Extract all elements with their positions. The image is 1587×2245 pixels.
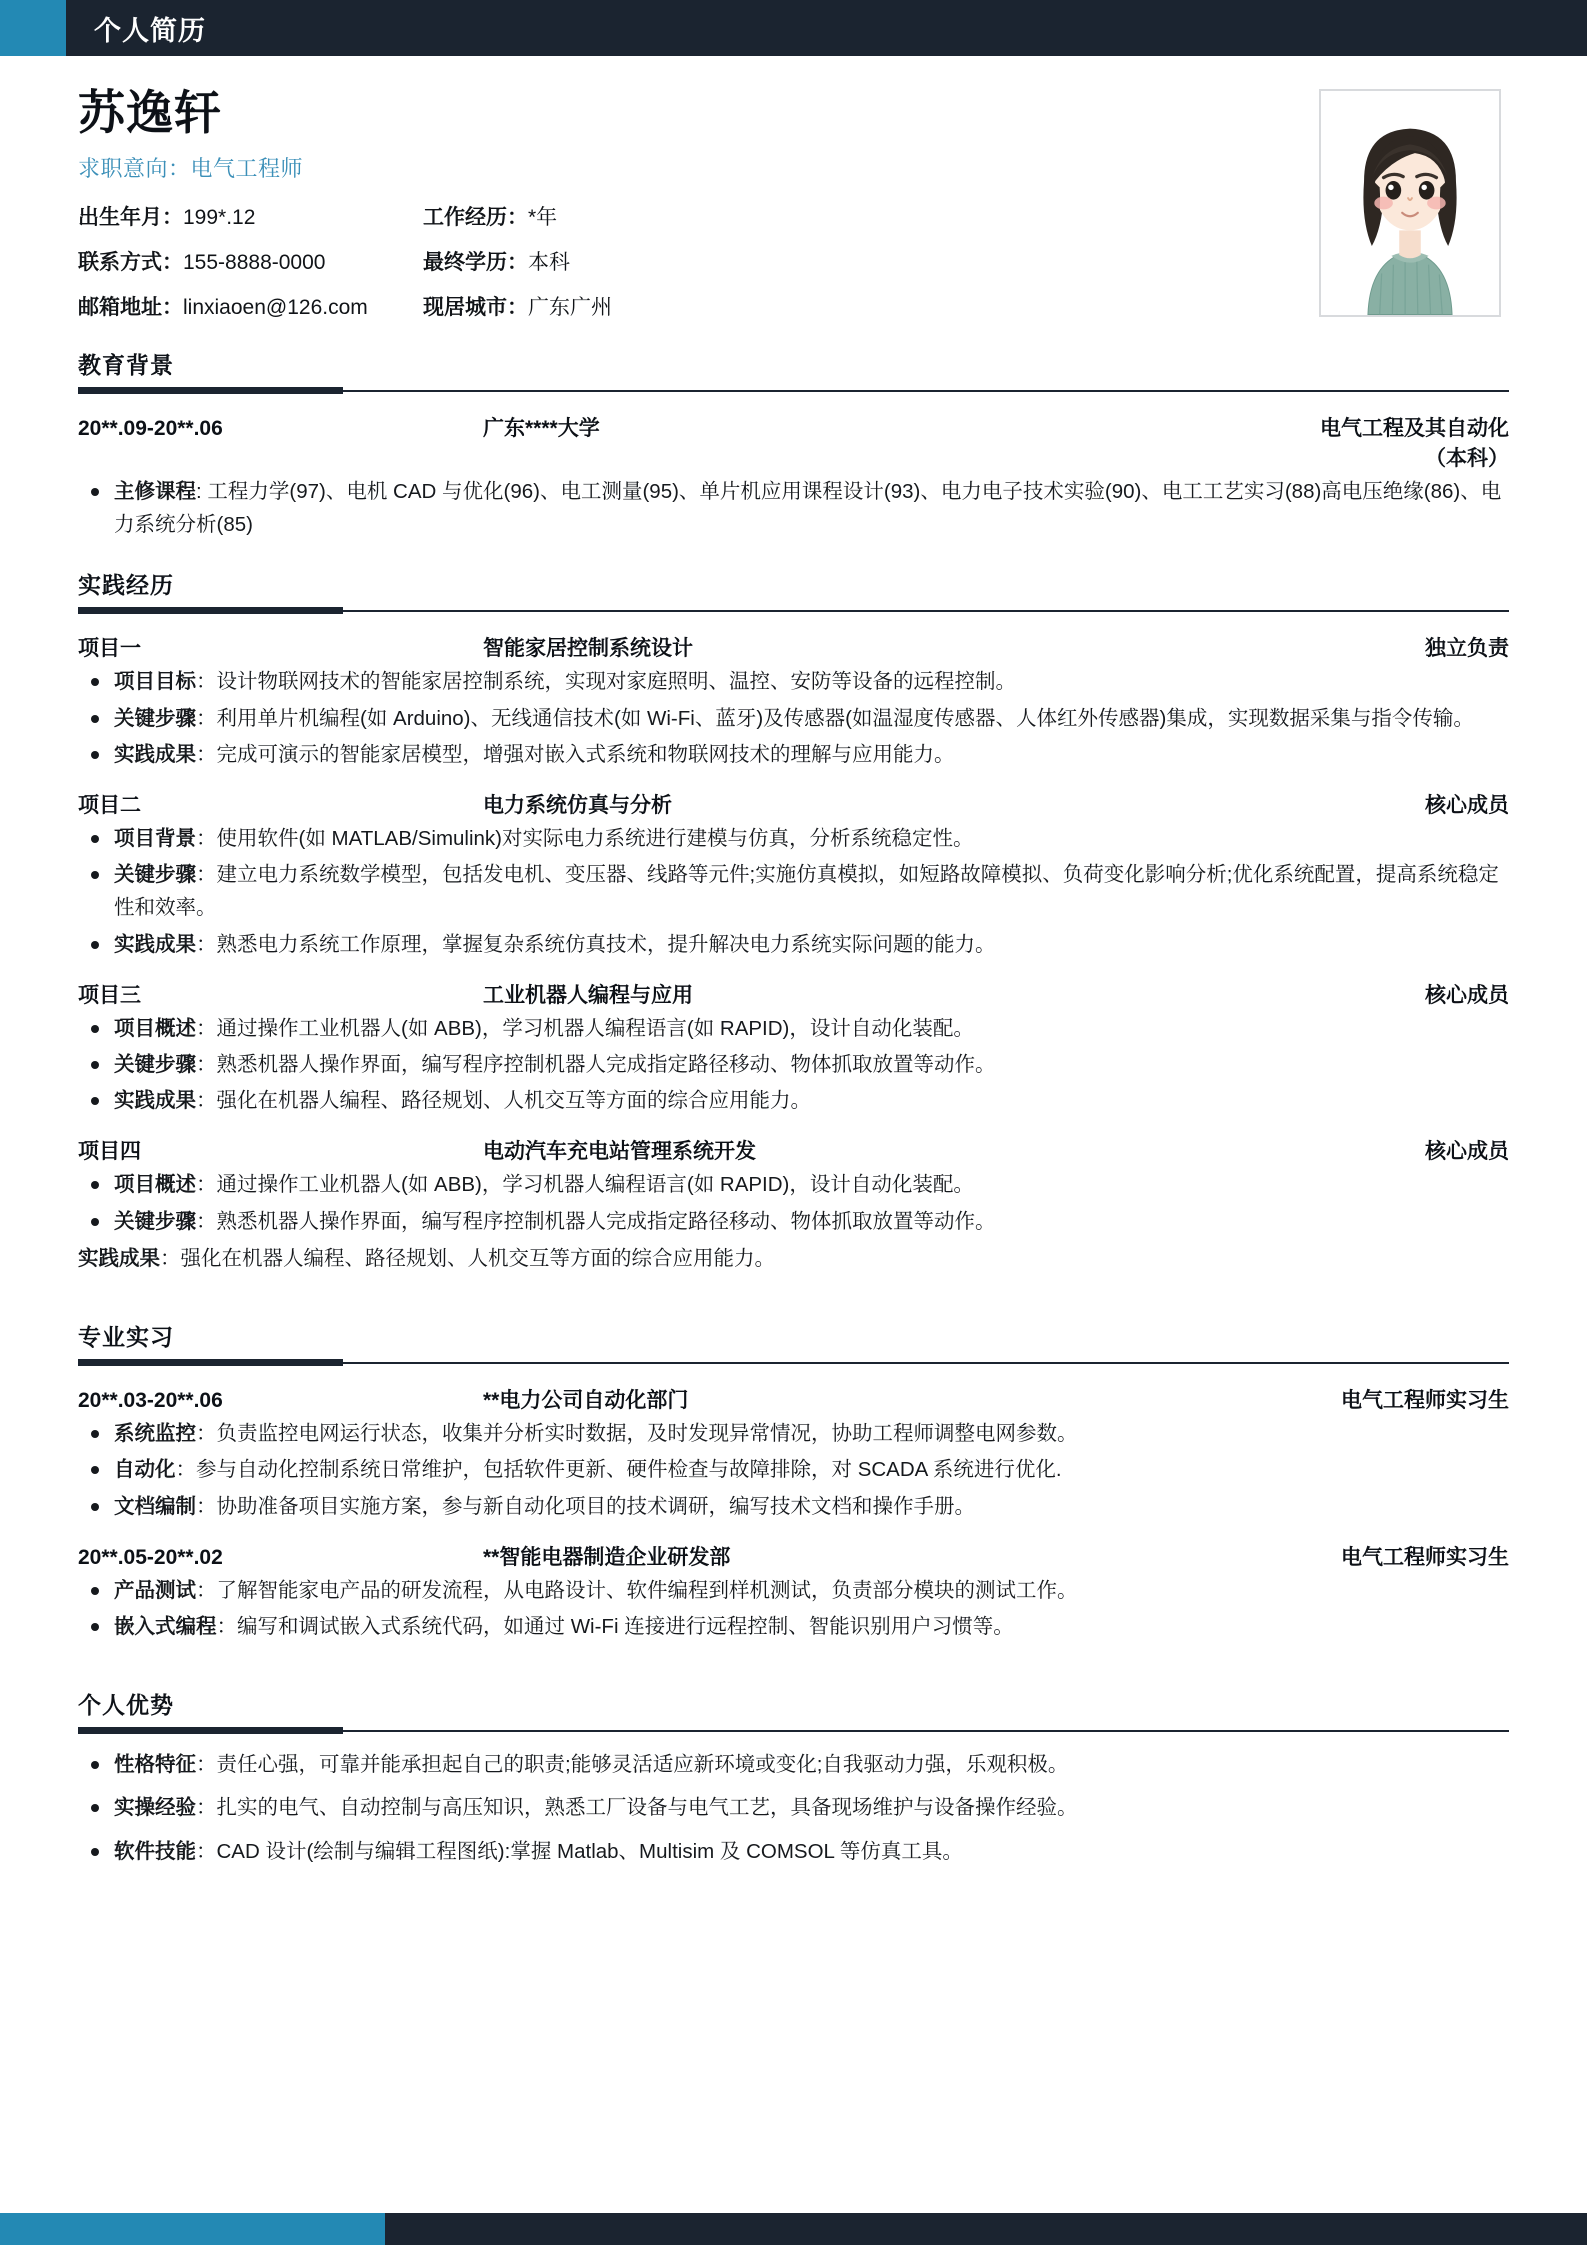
bullet-key: 实践成果: [114, 932, 196, 956]
list-item: [78, 928, 1509, 961]
info-item-city: [423, 291, 1299, 321]
info-value: *年: [528, 206, 558, 230]
project-bullets: [78, 665, 1509, 771]
list-item: [78, 1048, 1509, 1081]
project-index: 项目四: [78, 1140, 141, 1164]
profile-section: [78, 56, 1509, 321]
project-title: 电力系统仿真与分析: [483, 794, 672, 818]
info-value: 本科: [528, 251, 570, 275]
bullet-key: 实践成果: [78, 1246, 160, 1270]
section-internship: [78, 1319, 1509, 1643]
project-role: 核心成员: [1425, 794, 1509, 818]
bullet-key: 嵌入式编程: [114, 1614, 217, 1638]
project-entry-row: [78, 789, 1509, 819]
bullet-text: ：协助准备项目实施方案，参与新自动化项目的技术调研，编写技术文档和操作手册。: [196, 1494, 975, 1518]
bullet-text: ：强化在机器人编程、路径规划、人机交互等方面的综合应用能力。: [160, 1246, 775, 1270]
section-heading-strengths: 个人优势: [78, 1692, 174, 1719]
section-divider: [78, 607, 1509, 614]
bullet-key: 实操经验: [114, 1796, 196, 1820]
info-label: 联系方式：: [78, 251, 183, 275]
section-practice: [78, 567, 1509, 1275]
list-item: [78, 1084, 1509, 1117]
education-major: 电气工程及其自动化（本科）: [1320, 417, 1509, 471]
bullet-key: 产品测试: [114, 1578, 196, 1602]
project-title: 电动汽车充电站管理系统开发: [483, 1140, 756, 1164]
bullet-text: ：利用单片机编程(如 Arduino)、无线通信技术(如 Wi-Fi、蓝牙)及传感器(如温湿度传感器、人体红外传感器)集成，实现数据采集与指令传输。: [196, 706, 1474, 730]
project-role: 独立负责: [1425, 637, 1509, 661]
bullet-text: ：使用软件(如 MATLAB/Simulink)对实际电力系统进行建模与仿真，分析系统稳定性。: [196, 827, 974, 851]
job-objective-value: 电气工程师: [190, 156, 304, 182]
section-heading-internship: 专业实习: [78, 1324, 174, 1351]
internship-role: 电气工程师实习生: [1341, 1389, 1509, 1413]
section-divider: [78, 1727, 1509, 1734]
bullet-key: 关键步骤: [114, 1053, 196, 1077]
list-item: [78, 858, 1509, 924]
list-item: [78, 822, 1509, 855]
contact-info-grid: [78, 201, 1299, 321]
footer-accent-block: [0, 2213, 385, 2245]
info-label: 工作经历：: [423, 206, 528, 230]
education-bullets: [78, 475, 1509, 541]
project-bullets: [78, 1012, 1509, 1118]
bullet-key: 系统监控: [114, 1422, 196, 1446]
strengths-bullets: [78, 1748, 1509, 1868]
bullet-text: ：熟悉电力系统工作原理，掌握复杂系统仿真技术，提升解决电力系统实际问题的能力。: [196, 932, 996, 956]
header-accent-block: [0, 0, 66, 56]
internship-entry-row: [78, 1384, 1509, 1414]
info-label: 出生年月：: [78, 206, 183, 230]
bullet-key: 文档编制: [114, 1494, 196, 1518]
info-label: 最终学历：: [423, 251, 528, 275]
list-item: [78, 1205, 1509, 1238]
bullet-text: ：了解智能家电产品的研发流程，从电路设计、软件编程到样机测试，负责部分模块的测试工作。: [196, 1578, 1078, 1602]
list-item: [78, 1417, 1509, 1450]
section-heading-education: 教育背景: [78, 352, 174, 379]
avatar-illustration-icon: [1321, 91, 1499, 315]
project-entry-row: [78, 979, 1509, 1009]
list-item: [78, 1168, 1509, 1201]
project-role: 核心成员: [1425, 983, 1509, 1007]
list-item: [78, 1791, 1509, 1824]
project-entry-row: [78, 1135, 1509, 1165]
footer-bar: [0, 2213, 1587, 2245]
job-objective-label: 求职意向：: [78, 156, 191, 182]
header-title-bar: [66, 0, 1587, 56]
education-period: 20**.09-20**.06: [78, 417, 223, 441]
section-strengths: [78, 1687, 1509, 1868]
education-entry-row: [78, 412, 1509, 472]
footer-dark-block: [385, 2213, 1587, 2245]
internship-company: **智能电器制造企业研发部: [483, 1545, 731, 1569]
page-title: 个人简历: [94, 15, 206, 46]
list-item: [78, 665, 1509, 698]
project-title: 智能家居控制系统设计: [483, 637, 693, 661]
project-index: 项目三: [78, 983, 141, 1007]
info-value: 199*.12: [183, 206, 256, 230]
info-label: 现居城市：: [423, 296, 528, 320]
section-heading-practice: 实践经历: [78, 572, 174, 599]
bullet-text: ：通过操作工业机器人(如 ABB)，学习机器人编程语言(如 RAPID)，设计自动化装配。: [196, 1173, 974, 1197]
info-item-email: [78, 291, 423, 321]
info-value: linxiaoen@126.com: [183, 296, 368, 320]
bullet-text: : 工程力学(97)、电机 CAD 与优化(96)、电工测量(95)、单片机应用课程设计(93)、电力电子技术实验(90)、电工工艺实习(88)高电压绝缘(86)、电力系统分析(85): [114, 480, 1502, 537]
info-item-birth: [78, 201, 423, 231]
bullet-text: ：熟悉机器人操作界面，编写程序控制机器人完成指定路径移动、物体抓取放置等动作。: [196, 1209, 996, 1233]
bullet-key: 关键步骤: [114, 706, 196, 730]
resume-page: [0, 56, 1587, 1978]
project-bullets: [78, 1168, 1509, 1237]
list-item: [78, 1574, 1509, 1607]
list-item: [78, 1453, 1509, 1486]
info-item-phone: [78, 246, 423, 276]
list-item: [78, 738, 1509, 771]
bullet-text: ：CAD 设计(绘制与编辑工程图纸):掌握 Matlab、Multisim 及 COMSOL 等仿真工具。: [196, 1839, 963, 1863]
project-role: 核心成员: [1425, 1140, 1509, 1164]
list-item: [78, 702, 1509, 735]
list-item: [78, 1835, 1509, 1868]
bullet-key: 实践成果: [114, 1089, 196, 1113]
bullet-text: ：设计物联网技术的智能家居控制系统，实现对家庭照明、温控、安防等设备的远程控制。: [196, 670, 1016, 694]
list-item: [78, 1610, 1509, 1643]
internship-company: **电力公司自动化部门: [483, 1389, 689, 1413]
bullet-text: ：通过操作工业机器人(如 ABB)，学习机器人编程语言(如 RAPID)，设计自动化装配。: [196, 1016, 974, 1040]
internship-role: 电气工程师实习生: [1341, 1545, 1509, 1569]
list-item: [78, 475, 1509, 541]
list-item: [78, 1490, 1509, 1523]
bullet-key: 自动化: [114, 1458, 176, 1482]
candidate-name: 苏逸轩: [78, 86, 222, 139]
internship-entry-row: [78, 1541, 1509, 1571]
info-item-work-years: [423, 201, 1299, 231]
bullet-text: ：负责监控电网运行状态，收集并分析实时数据，及时发现异常情况，协助工程师调整电网参数。: [196, 1422, 1078, 1446]
project-index: 项目一: [78, 637, 141, 661]
internship-period: 20**.05-20**.02: [78, 1545, 223, 1569]
bullet-text: ：熟悉机器人操作界面，编写程序控制机器人完成指定路径移动、物体抓取放置等动作。: [196, 1053, 996, 1077]
header-bar: [0, 0, 1587, 56]
project-entry-row: [78, 632, 1509, 662]
bullet-text: ：强化在机器人编程、路径规划、人机交互等方面的综合应用能力。: [196, 1089, 811, 1113]
bullet-text: ：责任心强，可靠并能承担起自己的职责;能够灵活适应新环境或变化;自我驱动力强，乐观积极。: [196, 1753, 1069, 1777]
bullet-key: 软件技能: [114, 1839, 196, 1863]
bullet-text: ：完成可演示的智能家居模型，增强对嵌入式系统和物联网技术的理解与应用能力。: [196, 742, 955, 766]
project-index: 项目二: [78, 794, 141, 818]
bullet-text: ：扎实的电气、自动控制与高压知识，熟悉工厂设备与电气工艺，具备现场维护与设备操作经验。: [196, 1796, 1078, 1820]
bullet-key: 主修课程: [114, 480, 196, 504]
bullet-key: 实践成果: [114, 742, 196, 766]
section-divider: [78, 387, 1509, 394]
bullet-key: 性格特征: [114, 1753, 196, 1777]
section-education: [78, 347, 1509, 541]
list-item: [78, 1012, 1509, 1045]
internship-bullets: [78, 1417, 1509, 1523]
internship-period: 20**.03-20**.06: [78, 1389, 223, 1413]
info-item-degree: [423, 246, 1299, 276]
bullet-key: 项目概述: [114, 1173, 196, 1197]
list-item: [78, 1748, 1509, 1781]
project-bullets: [78, 822, 1509, 961]
bullet-key: 项目概述: [114, 1016, 196, 1040]
bottom-spacer: [78, 1868, 1509, 1978]
education-school: 广东****大学: [483, 417, 600, 441]
profile-details: [78, 86, 1319, 321]
avatar: [1319, 89, 1501, 317]
info-value: 155-8888-0000: [183, 251, 326, 275]
bullet-text: ：编写和调试嵌入式系统代码，如通过 Wi-Fi 连接进行远程控制、智能识别用户习惯等。: [216, 1614, 1014, 1638]
bullet-key: 关键步骤: [114, 863, 196, 887]
info-value: 广东广州: [528, 296, 612, 320]
section-divider: [78, 1359, 1509, 1366]
project-trailing-line: [78, 1242, 1509, 1275]
bullet-key: 项目目标: [114, 670, 196, 694]
internship-bullets: [78, 1574, 1509, 1643]
bullet-key: 关键步骤: [114, 1209, 196, 1233]
project-title: 工业机器人编程与应用: [483, 983, 693, 1007]
bullet-text: ：参与自动化控制系统日常维护，包括软件更新、硬件检查与故障排除，对 SCADA 系统进行优化.: [175, 1458, 1062, 1482]
info-label: 邮箱地址：: [78, 296, 183, 320]
job-objective: [78, 152, 1299, 183]
bullet-key: 项目背景: [114, 827, 196, 851]
bullet-text: ：建立电力系统数学模型，包括发电机、变压器、线路等元件;实施仿真模拟，如短路故障模拟、负荷变化影响分析;优化系统配置，提高系统稳定性和效率。: [114, 863, 1499, 920]
